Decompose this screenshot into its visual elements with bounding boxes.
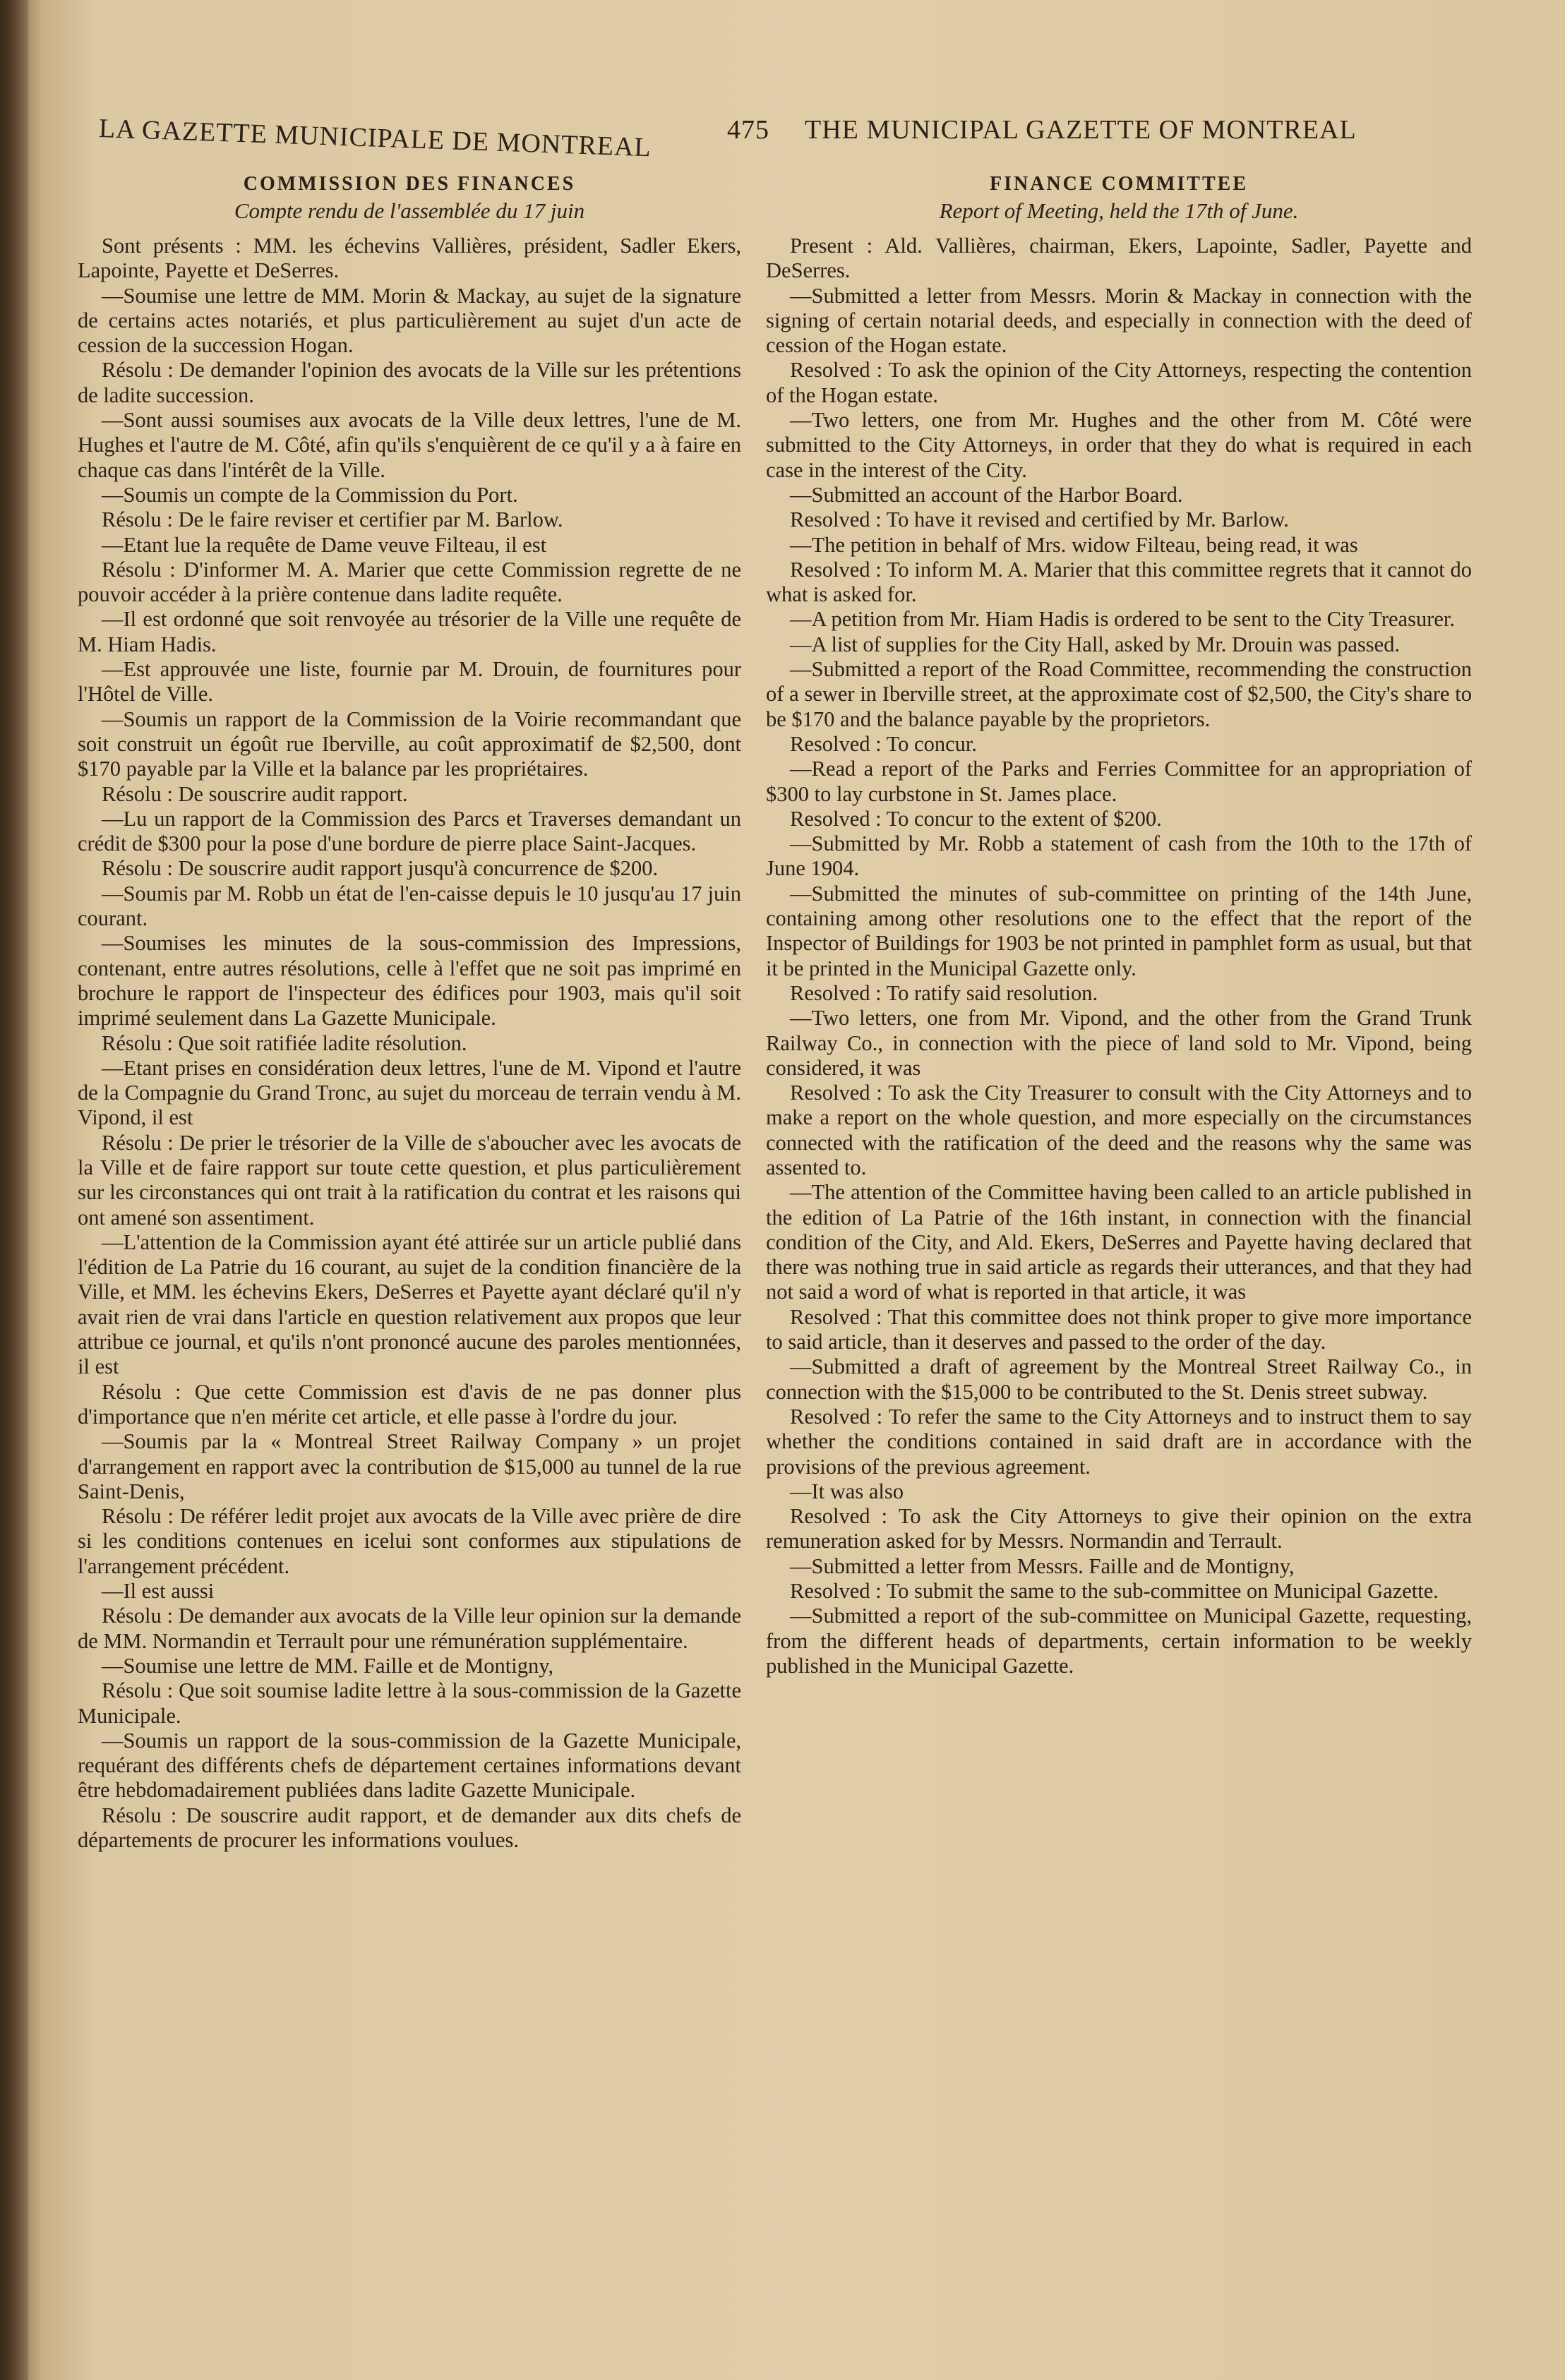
french-paragraph: —Sont aussi soumises aux avocats de la Ville deux lettres, l'une de M. Hughes et l'autre de M. Côté, afin qu'ils s'enquièrent de ce qu'il y a à faire en chaque cas dans l'intérêt de la Ville.	[78, 408, 741, 482]
french-column	[78, 173, 741, 1853]
french-paragraph: Résolu : De souscrire audit rapport.	[102, 781, 408, 806]
english-paragraph: Resolved : To concur.	[790, 731, 977, 756]
page-header	[92, 106, 1468, 162]
french-paragraph: —Etant lue la requête de Dame veuve Filteau, il est	[102, 532, 547, 557]
english-paragraph: —The attention of the Committee having been called to an article published in the edition of La Patrie of the 16th instant, in connection with the financial condition of the City, and Ald. Ekers, DeSerres and Payette having declared that there was nothing true in said article as regards their utterances, and that they had not said a word of what is reported in that article, it was	[766, 1180, 1472, 1304]
english-paragraph: Resolved : That this committee does not think proper to give more importance to said article, than it deserves and passed to the order of the day.	[766, 1304, 1472, 1354]
english-paragraph: Resolved : To ask the City Treasurer to consult with the City Attorneys and to make a report on the whole question, and more especially on the circumstances connected with the ratification of the deed and the reasons why the same was assented to.	[766, 1081, 1472, 1179]
english-paragraph: —It was also	[790, 1479, 904, 1503]
english-paragraph: —Submitted a letter from Messrs. Faille and de Montigny,	[790, 1553, 1295, 1578]
english-paragraph: Resolved : To concur to the extent of $200.	[790, 806, 1162, 831]
english-paragraph: —The petition in behalf of Mrs. widow Filteau, being read, it was	[790, 532, 1358, 557]
english-paragraph: Resolved : To ask the City Attorneys to give their opinion on the extra remuneration asked for by Messrs. Normandin and Terrault.	[766, 1504, 1472, 1553]
english-paragraph: Resolved : To refer the same to the City Attorneys and to instruct them to say whether the conditions contained in said draft are in accordance with the provisions of the previous agreement.	[766, 1404, 1472, 1479]
french-paragraph: —L'attention de la Commission ayant été attirée sur un article publié dans l'édition de La Patrie du 16 courant, au sujet de la condition financière de la Ville, et MM. les échevins Ekers, DeSerres et Payette ayant déclaré qu'il n'y avait rien de vrai dans l'article en question relativement aux propos que leur attribue ce journal, et qu'ils n'ont prononcé aucune des paroles mentionnées, il est	[78, 1230, 741, 1379]
french-paragraph: Résolu : Que soit ratifiée ladite résolution.	[102, 1030, 467, 1055]
french-paragraph: —Il est ordonné que soit renvoyée au trésorier de la Ville une requête de M. Hiam Hadis.	[78, 607, 741, 656]
french-paragraph: —Est approuvée une liste, fournie par M. Drouin, de fournitures pour l'Hôtel de Ville.	[78, 657, 741, 707]
french-paragraph: —Soumis par la « Montreal Street Railway Company » un projet d'arrangement en rapport avec la contribution de $15,000 au tunnel de la rue Saint-Denis,	[78, 1429, 741, 1503]
french-section-subtitle: Compte rendu de l'assemblée du 17 juin	[234, 198, 585, 223]
english-paragraph: —A petition from Mr. Hiam Hadis is ordered to be sent to the City Treasurer.	[790, 607, 1456, 632]
english-paragraph: Resolved : To submit the same to the sub-committee on Municipal Gazette.	[790, 1579, 1439, 1604]
english-paragraph: —Submitted an account of the Harbor Board.	[790, 482, 1183, 507]
english-paragraph: Resolved : To inform M. A. Marier that this committee regrets that it cannot do what is asked for.	[766, 557, 1472, 607]
french-paragraph: —Soumise une lettre de MM. Faille et de Montigny,	[102, 1653, 554, 1678]
english-paragraph: —A list of supplies for the City Hall, asked by Mr. Drouin was passed.	[790, 632, 1401, 656]
french-paragraph: —Soumis un rapport de la sous-commission de la Gazette Municipale, requérant des différents chefs de département certaines informations devant être hebdomadairement publiées dans ladite Gazette Municipale.	[78, 1728, 741, 1803]
french-paragraph: —Soumis un compte de la Commission du Port.	[102, 482, 518, 507]
french-paragraph: Résolu : De demander aux avocats de la Ville leur opinion sur la demande de MM. Normandin et Terrault pour une rémunération supplémentaire.	[78, 1604, 741, 1653]
french-paragraph: Résolu : De demander l'opinion des avocats de la Ville sur les prétentions de ladite succession.	[78, 358, 741, 407]
header-english-title: THE MUNICIPAL GAZETTE OF MONTREAL	[805, 115, 1357, 145]
english-paragraph: —Submitted by Mr. Robb a statement of cash from the 10th to the 17th of June 1904.	[766, 831, 1472, 881]
english-paragraph: —Submitted a report of the sub-committee on Municipal Gazette, requesting, from the different heads of departments, certain information to be weekly published in the Municipal Gazette.	[766, 1604, 1472, 1678]
french-paragraph: Résolu : De prier le trésorier de la Ville de s'aboucher avec les avocats de la Ville et de faire rapport sur toute cette question, et plus particulièrement sur les circonstances qui ont trait à la ratification du contrat et les raisons qui ont amené son assentiment.	[78, 1130, 741, 1230]
english-paragraph: —Two letters, one from Mr. Vipond, and the other from the Grand Trunk Railway Co., in connection with the piece of land sold to Mr. Vipond, being considered, it was	[766, 1006, 1472, 1080]
english-paragraph: —Submitted a report of the Road Committee, recommending the construction of a sewer in Iberville street, at the approximate cost of $2,500, the City's share to be $170 and the balance payable by the proprietors.	[766, 657, 1472, 731]
french-paragraph: Résolu : D'informer M. A. Marier que cette Commission regrette de ne pouvoir accéder à la prière contenue dans ladite requête.	[78, 557, 741, 607]
header-french-title: LA GAZETTE MUNICIPALE DE MONTREAL	[98, 114, 652, 163]
french-paragraph: —Etant prises en considération deux lettres, l'une de M. Vipond et l'autre de la Compagnie du Grand Tronc, au sujet du morceau de terrain vendu à M. Vipond, il est	[78, 1055, 741, 1130]
english-section-subtitle: Report of Meeting, held the 17th of June.	[939, 198, 1299, 223]
french-paragraph: Résolu : Que cette Commission est d'avis de ne pas donner plus d'importance que n'en mérite cet article, et elle passe à l'ordre du jour.	[78, 1379, 741, 1429]
page-number: 475	[727, 115, 769, 145]
french-paragraph: Résolu : De souscrire audit rapport jusqu'à concurrence de $200.	[102, 856, 659, 881]
french-body	[78, 234, 741, 1853]
english-paragraph: Resolved : To have it revised and certified by Mr. Barlow.	[790, 507, 1289, 532]
french-paragraph: Résolu : De souscrire audit rapport, et de demander aux dits chefs de départements de procurer les informations voulues.	[78, 1803, 741, 1852]
french-paragraph: Résolu : De référer ledit projet aux avocats de la Ville avec prière de dire si les conditions contenues en icelui sont conformes aux stipulations de l'arrangement précédent.	[78, 1504, 741, 1578]
english-paragraph: Present : Ald. Vallières, chairman, Ekers, Lapointe, Sadler, Payette and DeSerres.	[766, 234, 1472, 283]
english-paragraph: —Submitted the minutes of sub-committee on printing of the 14th June, containing among other resolutions one to the effect that the report of the Inspector of Buildings for 1903 be not printed in pamphlet form as usual, but that it be printed in the Municipal Gazette only.	[766, 881, 1472, 980]
english-section-title: FINANCE COMMITTEE	[989, 173, 1248, 195]
french-paragraph: —Soumises les minutes de la sous-commission des Impressions, contenant, entre autres résolutions, celle à l'effet que ne soit pas imprimé en brochure le rapport de l'inspecteur des édifices pour 1903, mais qu'il soit imprimé seulement dans La Gazette Municipale.	[78, 931, 741, 1030]
french-paragraph: Résolu : De le faire reviser et certifier par M. Barlow.	[102, 507, 563, 532]
english-paragraph: —Two letters, one from Mr. Hughes and the other from M. Côté were submitted to the City Attorneys, in order that they do what is required in each case in the interest of the City.	[766, 408, 1472, 482]
english-paragraph: —Submitted a letter from Messrs. Morin & Mackay in connection with the signing of certain notarial deeds, and especially in connection with the deed of cession of the Hogan estate.	[766, 283, 1472, 358]
english-column	[766, 173, 1472, 1678]
english-paragraph: —Submitted a draft of agreement by the Montreal Street Railway Co., in connection with the $15,000 to be contributed to the St. Denis street subway.	[766, 1354, 1472, 1404]
page-binding-shadow	[0, 0, 28, 2380]
english-paragraph: —Read a report of the Parks and Ferries Committee for an appropriation of $300 to lay curbstone in St. James place.	[766, 757, 1472, 806]
french-paragraph: —Soumis un rapport de la Commission de la Voirie recommandant que soit construit un égoût rue Iberville, au coût approximatif de $2,500, dont $170 payable par la Ville et la balance par les propriétaires.	[78, 707, 741, 781]
french-paragraph: —Soumis par M. Robb un état de l'en-caisse depuis le 10 jusqu'au 17 juin courant.	[78, 881, 741, 931]
english-body	[766, 234, 1472, 1678]
french-paragraph: —Lu un rapport de la Commission des Parcs et Traverses demandant un crédit de $300 pour la pose d'une bordure de pierre place Saint-Jacques.	[78, 806, 741, 856]
french-paragraph: Résolu : Que soit soumise ladite lettre à la sous-commission de la Gazette Municipale.	[78, 1678, 741, 1728]
french-paragraph: —Il est aussi	[102, 1579, 215, 1604]
french-section-title: COMMISSION DES FINANCES	[243, 173, 576, 195]
english-paragraph: Resolved : To ask the opinion of the City Attorneys, respecting the contention of the Hogan estate.	[766, 358, 1472, 407]
english-paragraph: Resolved : To ratify said resolution.	[790, 980, 1098, 1005]
french-paragraph: Sont présents : MM. les échevins Vallières, président, Sadler Ekers, Lapointe, Payette et DeSerres.	[78, 234, 741, 283]
french-paragraph: —Soumise une lettre de MM. Morin & Mackay, au sujet de la signature de certains actes notariés, et plus particulièrement au sujet d'un acte de cession de la succession Hogan.	[78, 283, 741, 358]
